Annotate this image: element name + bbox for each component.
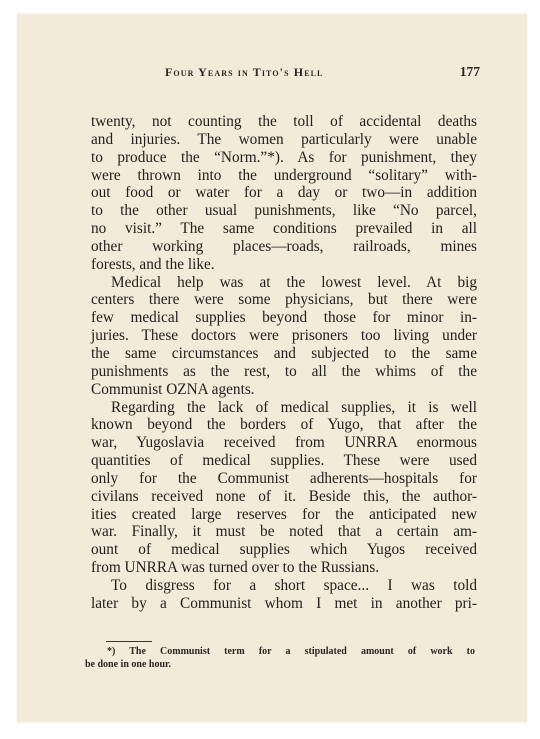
running-title: Four Years in Tito's Hell [165, 65, 324, 79]
paragraph-start-line: Medical help was at the lowest level. At big [111, 273, 477, 291]
text-line: only for the Communist adherents—hospitals for [91, 469, 477, 487]
text-line: other working places—roads, railroads, mines [91, 237, 477, 255]
page-number: 177 [459, 64, 480, 79]
text-line: from UNRRA was turned over to the Russians. [91, 559, 380, 577]
paragraph-start-line: Regarding the lack of medical supplies, it is well [111, 398, 477, 416]
text-line: centers there were some physicians, but there were [91, 291, 477, 309]
text-line: few medical supplies beyond those for minor in- [91, 309, 477, 327]
text-line: the same circumstances and subjected to the same [91, 344, 477, 362]
text-line: juries. These doctors were prisoners too living under [91, 327, 477, 345]
text-line: Communist OZNA agents. [91, 380, 255, 398]
text-line: quantities of medical supplies. These were used [91, 452, 477, 470]
text-line: were thrown into the underground “solitary” with- [91, 166, 477, 184]
text-line: later by a Communist whom I met in another pri- [91, 594, 477, 612]
text-line: war. Finally, it must be noted that a certain am- [91, 523, 477, 541]
text-line: ities created large reserves for the anticipated new [91, 505, 477, 523]
text-line: to the other usual punishments, like “No parcel, [91, 202, 477, 220]
body-text [91, 113, 477, 613]
text-line: and injuries. The women particularly were unable [91, 130, 477, 148]
text-line: war, Yugoslavia received from UNRRA enormous [91, 434, 477, 452]
text-line: forests, and the like. [91, 255, 215, 273]
text-line: out food or water for a day or two—in addition [91, 184, 477, 202]
footnote-line: be done in one hour. [85, 659, 172, 670]
text-line: civilans received none of it. Beside this, the author- [91, 487, 477, 505]
text-line: twenty, not counting the toll of accidental deaths [91, 113, 477, 130]
paragraph-start-line: To disgress for a short space... I was told [111, 576, 477, 594]
text-line: to produce the “Norm.”*). As for punishment, they [91, 148, 477, 166]
footnote-rule [106, 641, 152, 642]
book-page [17, 14, 527, 722]
text-line: punishments as the rest, to all the whims of the [91, 362, 477, 380]
footnote [85, 645, 475, 671]
text-line: ount of medical supplies which Yugos received [91, 541, 477, 559]
footnote-line: *) The Communist term for a stipulated amount of work to [107, 646, 475, 657]
text-line: no visit.” The same conditions prevailed in all [91, 220, 477, 238]
running-head [165, 65, 480, 83]
text-line: known beyond the borders of Yugo, that after the [91, 416, 477, 434]
